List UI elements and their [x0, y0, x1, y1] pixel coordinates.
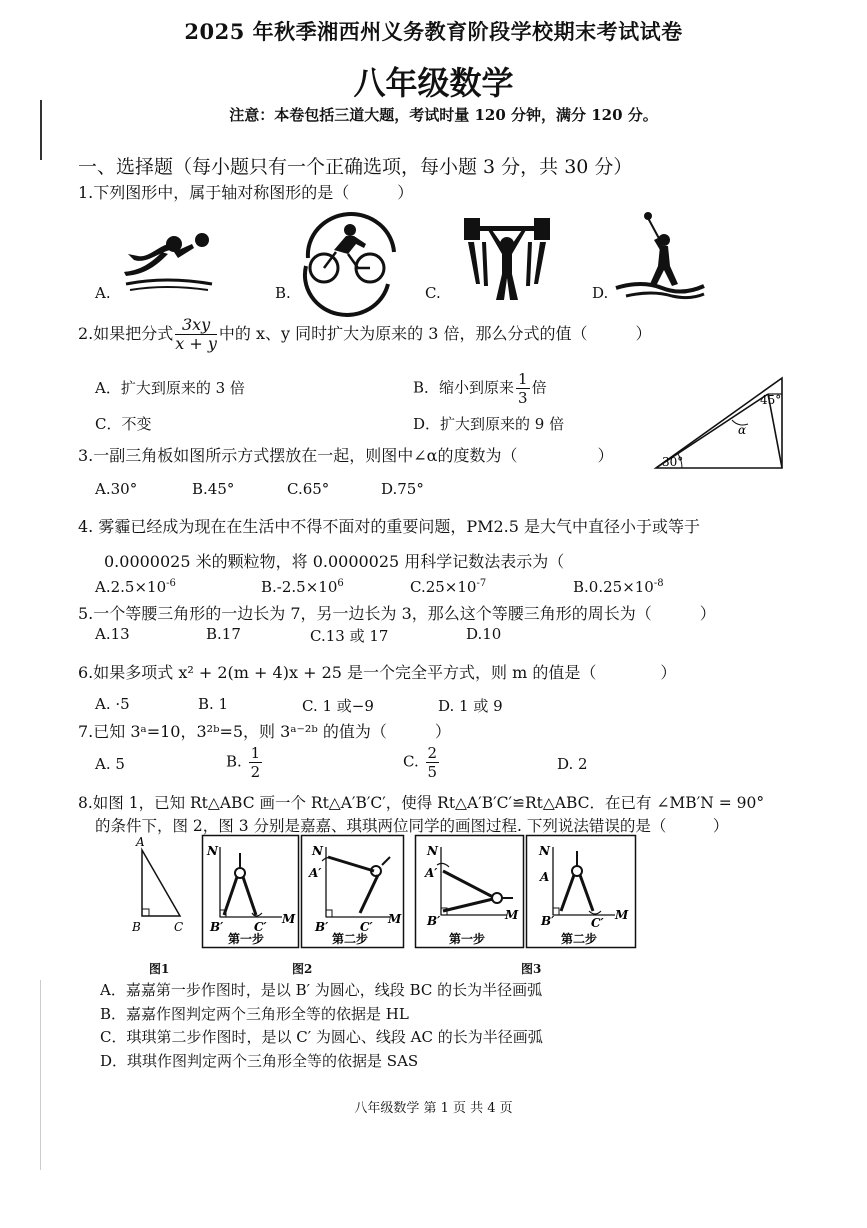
q7-option-b [226, 744, 264, 781]
q2-option-c: C．不变 [95, 415, 152, 433]
q2-option-b-denominator: 3 [518, 389, 528, 407]
q2-option-b-numerator: 1 [518, 370, 528, 388]
q7-option-c [403, 744, 441, 781]
q4-option-c-base: C.25×10 [410, 578, 477, 596]
fig3-step2-point-n: N [539, 844, 550, 858]
q5-option-b: B.17 [206, 625, 241, 643]
fig3-step2-point-m: M [615, 908, 629, 922]
q2-stem-pre: 2.如果把分式 [78, 324, 174, 343]
q3-option-b: B.45° [192, 480, 235, 498]
q7-option-c-denominator: 5 [427, 763, 438, 781]
q2-fraction [175, 316, 217, 353]
q4-option-b-exp: 6 [337, 578, 344, 589]
q4-option-a [95, 578, 176, 596]
fig2-step1-point-bp: B′ [210, 920, 224, 934]
figure-2-name: 图2 [292, 962, 313, 976]
weightlifter-icon [462, 214, 552, 302]
scan-edge-line [40, 980, 41, 1170]
q3-option-d: D.75° [381, 480, 424, 498]
q3-option-c: C.65° [287, 480, 330, 498]
q4-option-c [410, 578, 486, 596]
triangle-set-figure [652, 376, 786, 472]
question-8-line-2: 的条件下，图 2，图 3 分别是嘉嘉、琪琪两位同学的画图过程. 下列说法错误的是（ ） [95, 817, 729, 835]
fig2-step2-caption: 第二步 [332, 932, 369, 946]
angle-45-label: 45° [760, 393, 782, 407]
figure-1-triangle [126, 836, 196, 936]
fig2-step1-caption: 第一步 [228, 932, 265, 946]
fig3-step2-point-a: A [540, 870, 550, 884]
fig3-step2-point-cp: C′ [591, 916, 604, 930]
q4-option-a-base: A.2.5×10 [95, 578, 167, 596]
question-7-stem: 7.已知 3ᵃ=10，3²ᵇ=5，则 3ᵃ⁻²ᵇ 的值为（ ） [78, 722, 451, 741]
q7-option-a: A. 5 [95, 755, 125, 773]
exam-note: 注意：本卷包括三道大题，考试时量 120 分钟，满分 120 分。 [229, 106, 658, 124]
question-1-stem: 1.下列图形中，属于轴对称图形的是（ ） [78, 183, 414, 202]
q8-option-a: A．嘉嘉第一步作图时，是以 B′ 为圆心，线段 BC 的长为半径画弧 [100, 981, 543, 999]
fig3-step2-caption: 第二步 [561, 932, 598, 946]
page-footer: 八年级数学 第 1 页 共 4 页 [354, 1101, 513, 1116]
figure-2-steps [202, 835, 405, 948]
q2-fraction-numerator: 3xy [175, 316, 217, 335]
q7-option-c-label: C. [403, 752, 419, 771]
q4-option-c-exp: -7 [476, 578, 487, 589]
fig1-point-b: B [132, 920, 141, 934]
q2-option-b [413, 370, 547, 407]
page-title: 八年级数学 [353, 64, 514, 102]
q7-option-b-numerator: 1 [250, 744, 261, 762]
fig3-step1-point-ap: A′ [425, 866, 438, 880]
question-3-stem: 3.一副三角板如图所示方式摆放在一起，则图中∠α的度数为（ ） [78, 446, 614, 465]
q7-option-b-fraction [249, 744, 263, 781]
q5-option-a: A.13 [95, 625, 130, 643]
question-5-stem: 5.一个等腰三角形的一边长为 7，另一边长为 3，那么这个等腰三角形的周长为（ ） [78, 604, 716, 623]
q4-option-d-exp: -8 [653, 578, 664, 589]
q8-option-c: C．琪琪第二步作图时，是以 C′ 为圆心、线段 AC 的长为半径画弧 [100, 1028, 543, 1046]
fig2-step2-point-m: M [388, 912, 402, 926]
fig3-step1-point-n: N [427, 844, 438, 858]
fig3-step1-point-m: M [505, 908, 519, 922]
angle-30-label: 30° [662, 455, 684, 469]
figure-1-name: 图1 [149, 962, 170, 976]
q4-option-d [573, 578, 664, 596]
question-6-stem: 6.如果多项式 x² + 2(m + 4)x + 25 是一个完全平方式，则 m 的值是（ ） [78, 663, 677, 682]
fig2-step2-point-ap: A′ [309, 866, 322, 880]
q8-option-b: B．嘉嘉作图判定两个三角形全等的依据是 HL [100, 1005, 409, 1023]
q6-option-d: D. 1 或 9 [438, 697, 503, 715]
q2-option-d: D．扩大到原来的 9 倍 [413, 415, 565, 433]
q1-option-a: A. [95, 284, 111, 302]
fig2-step1-point-m: M [282, 912, 296, 926]
question-4-line-2: 0.0000025 米的颗粒物，将 0.0000025 用科学记数法表示为（ [104, 552, 565, 571]
fig1-point-c: C [174, 920, 184, 934]
question-4-line-1: 4. 雾霾已经成为现在在生活中不得不面对的重要问题，PM2.5 是大气中直径小于或等于 [78, 517, 701, 536]
fig2-step1-point-n: N [207, 844, 218, 858]
q4-option-d-base: B.0.25×10 [573, 578, 654, 596]
q4-option-a-exp: -6 [166, 578, 176, 589]
volleyball-player-icon [116, 214, 216, 296]
q2-option-b-fraction [516, 370, 530, 407]
q2-stem-post: 中的 x、y 同时扩大为原来的 3 倍，那么分式的值（ ） [218, 324, 652, 343]
question-2-stem [78, 316, 652, 353]
q3-option-a: A.30° [95, 480, 138, 498]
q6-option-b: B. 1 [198, 695, 229, 713]
q4-option-b [261, 578, 344, 596]
figure-3-steps [415, 835, 637, 948]
fig3-step1-caption: 第一步 [449, 932, 486, 946]
fig2-step2-point-bp: B′ [315, 920, 329, 934]
q1-option-d: D. [592, 284, 609, 302]
fig2-step1-point-cp: C′ [254, 920, 267, 934]
q2-fraction-denominator: x + y [175, 334, 217, 353]
q2-option-b-post: 倍 [531, 378, 547, 397]
fig3-step2-point-bp: B′ [541, 914, 555, 928]
fig2-step2-point-cp: C′ [360, 920, 373, 934]
q7-option-b-label: B. [226, 752, 242, 771]
angle-alpha-label: α [738, 423, 747, 437]
q7-option-b-denominator: 2 [250, 763, 261, 781]
section-heading: 一、选择题（每小题只有一个正确选项，每小题 3 分，共 30 分） [78, 156, 633, 178]
q4-option-b-base: B.-2.5×10 [261, 578, 338, 596]
fig3-step1-point-bp: B′ [427, 914, 441, 928]
q5-option-d: D.10 [466, 625, 502, 643]
q6-option-c: C. 1 或−9 [302, 697, 374, 715]
q8-option-d: D．琪琪作图判定两个三角形全等的依据是 SAS [100, 1052, 419, 1070]
q6-option-a: A. ·5 [95, 695, 130, 713]
q7-option-c-fraction [426, 744, 440, 781]
golfer-icon [612, 210, 707, 302]
fig1-point-a: A [136, 835, 145, 849]
q1-option-c: C. [425, 284, 441, 302]
cyclist-icon [298, 218, 398, 298]
exam-header: 2025 年秋季湘西州义务教育阶段学校期末考试试卷 [184, 19, 683, 44]
fig2-step2-point-n: N [312, 844, 323, 858]
question-8-line-1: 8.如图 1，已知 Rt△ABC 画一个 Rt△A′B′C′，使得 Rt△A′B′C′≌Rt△ABC．在已有 ∠MB′N = 90° [78, 794, 765, 812]
q2-option-b-pre: B．缩小到原来 [413, 378, 515, 397]
q7-option-c-numerator: 2 [427, 744, 438, 762]
q7-option-d: D. 2 [557, 755, 588, 773]
figure-3-name: 图3 [521, 962, 542, 976]
q2-option-a: A．扩大到原来的 3 倍 [95, 379, 245, 397]
q1-option-b: B. [275, 284, 291, 302]
q5-option-c: C.13 或 17 [310, 627, 389, 645]
